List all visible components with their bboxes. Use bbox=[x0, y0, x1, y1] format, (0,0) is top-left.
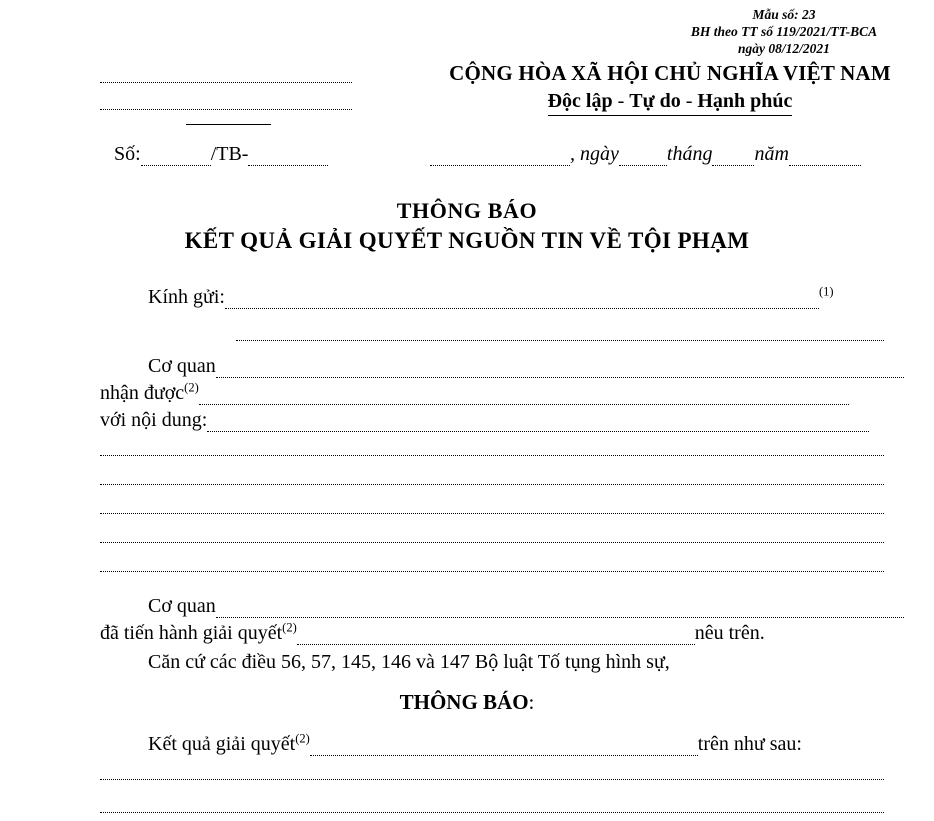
motto-part-3: Hạnh phúc bbox=[697, 90, 793, 112]
place-date-line bbox=[430, 142, 900, 166]
receiving-agency-line bbox=[100, 354, 904, 378]
month-label: tháng bbox=[666, 143, 713, 165]
form-number: Mẫu số: 23 bbox=[752, 7, 816, 22]
form-date: ngày 08/12/2021 bbox=[738, 41, 830, 56]
place-input[interactable] bbox=[430, 149, 570, 166]
announcement-heading-text: THÔNG BÁO bbox=[399, 690, 529, 714]
result-tail: trên như sau: bbox=[697, 733, 802, 755]
received-info-line bbox=[100, 381, 849, 405]
document-number-label: Số: bbox=[114, 143, 141, 165]
page-title: THÔNG BÁO bbox=[396, 198, 538, 223]
day-label: , ngày bbox=[570, 143, 619, 165]
issuing-authority-line-2[interactable] bbox=[100, 108, 352, 110]
content-blank-line-4[interactable] bbox=[100, 542, 884, 543]
motto-part-1: Độc lập bbox=[547, 90, 613, 112]
result-input[interactable] bbox=[310, 739, 698, 756]
content-blank-line-3[interactable] bbox=[100, 513, 884, 514]
motto-part-2: Tự do bbox=[629, 90, 681, 112]
page-subtitle: KẾT QUẢ GIẢI QUYẾT NGUỒN TIN VỀ TỘI PHẠM bbox=[184, 228, 750, 253]
year-label: năm bbox=[754, 143, 789, 165]
announcement-heading-colon: : bbox=[528, 690, 535, 714]
receiving-agency-label: Cơ quan bbox=[148, 355, 216, 377]
resolving-agency-input[interactable] bbox=[216, 601, 904, 618]
content-blank-line-1[interactable] bbox=[100, 455, 884, 456]
receiving-agency-input[interactable] bbox=[216, 361, 904, 378]
legal-basis-text: Căn cứ các điều 56, 57, 145, 146 và 147 Bộ luật Tố tụng hình sự, bbox=[148, 651, 670, 673]
recipient-input[interactable] bbox=[225, 292, 819, 309]
received-info-footnote: (2) bbox=[184, 380, 199, 395]
result-blank-line-2[interactable] bbox=[100, 812, 884, 813]
resolution-action-label: đã tiến hành giải quyết bbox=[100, 622, 283, 644]
content-input[interactable] bbox=[207, 415, 869, 432]
resolution-action-input[interactable] bbox=[297, 628, 695, 645]
national-heading bbox=[420, 60, 920, 116]
motto-separator-2: - bbox=[680, 90, 698, 112]
content-label: với nội dung: bbox=[100, 409, 208, 431]
country-name: CỘNG HÒA XÃ HỘI CHỦ NGHĨA VIỆT NAM bbox=[449, 61, 891, 85]
result-footnote: (2) bbox=[295, 731, 310, 746]
year-input[interactable] bbox=[789, 149, 861, 166]
month-input[interactable] bbox=[712, 149, 754, 166]
resolution-action-line bbox=[100, 621, 765, 645]
recipient-input-continued[interactable] bbox=[236, 340, 884, 341]
form-reference-block bbox=[640, 6, 928, 57]
motto-separator-1: - bbox=[612, 90, 630, 112]
resolution-action-footnote: (2) bbox=[282, 620, 297, 635]
document-number-suffix-input[interactable] bbox=[248, 149, 328, 166]
result-blank-line-1[interactable] bbox=[100, 779, 884, 780]
resolution-action-tail: nêu trên. bbox=[694, 622, 765, 644]
resolving-agency-label: Cơ quan bbox=[148, 595, 216, 617]
content-blank-line-5[interactable] bbox=[100, 571, 884, 572]
content-line bbox=[100, 408, 869, 432]
received-info-input[interactable] bbox=[199, 388, 849, 405]
result-label: Kết quả giải quyết bbox=[148, 733, 296, 755]
document-number-separator: /TB- bbox=[210, 143, 249, 165]
national-motto bbox=[548, 88, 793, 116]
resolving-agency-line bbox=[100, 594, 904, 618]
document-number-input[interactable] bbox=[141, 149, 211, 166]
recipient-footnote: (1) bbox=[818, 284, 834, 299]
result-line bbox=[100, 732, 802, 756]
legal-basis-line bbox=[100, 650, 670, 674]
form-circular: BH theo TT số 119/2021/TT-BCA bbox=[690, 24, 878, 39]
recipient-line bbox=[100, 285, 834, 309]
content-blank-line-2[interactable] bbox=[100, 484, 884, 485]
issuing-authority-line-1[interactable] bbox=[100, 81, 352, 83]
day-input[interactable] bbox=[619, 149, 667, 166]
received-info-label: nhận được bbox=[100, 382, 185, 404]
recipient-label: Kính gửi: bbox=[148, 286, 225, 308]
issuing-authority-divider bbox=[186, 124, 271, 125]
announcement-heading bbox=[0, 690, 934, 715]
document-number-line bbox=[100, 142, 400, 166]
